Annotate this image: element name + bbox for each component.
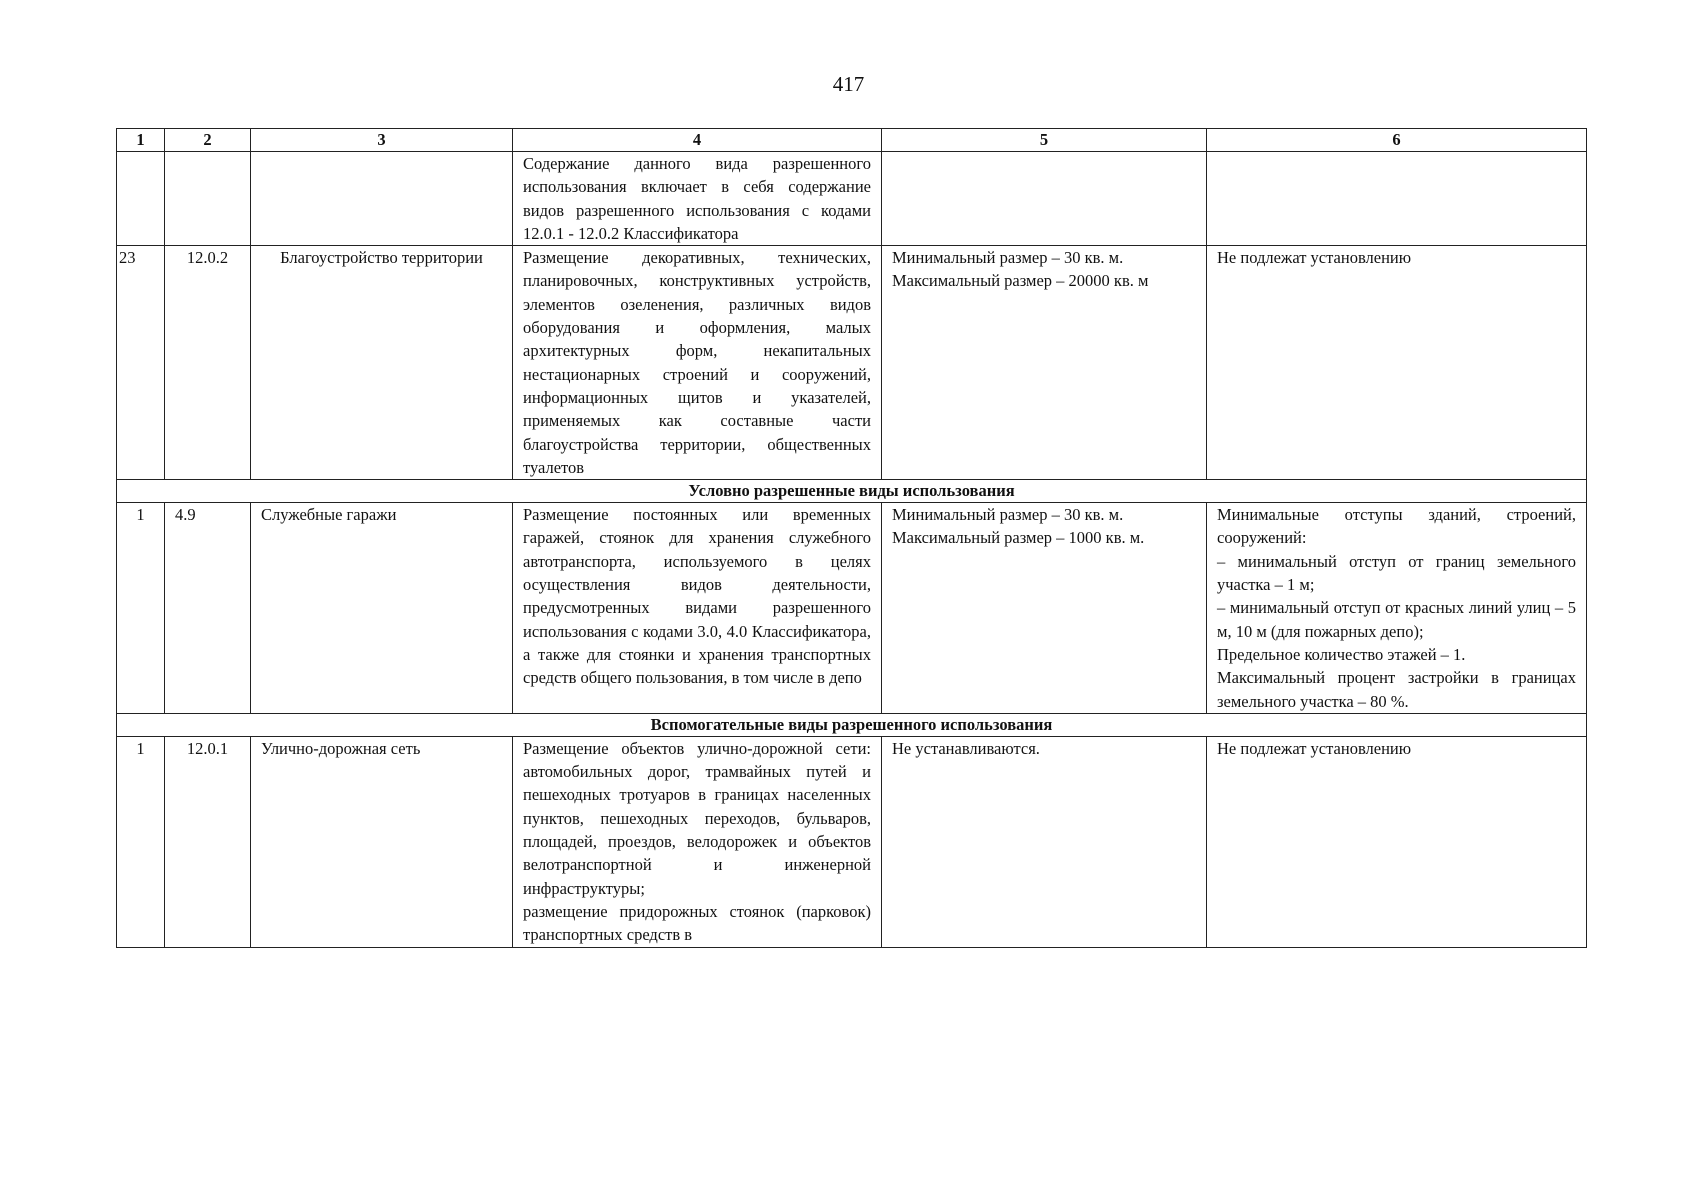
code-cell: 4.9: [165, 503, 251, 714]
max-size-text: Максимальный размер – 20000 кв. м: [892, 271, 1149, 291]
use-name-cell: Служебные гаражи: [251, 503, 513, 714]
restrictions-text: Максимальный процент застройки в границах земельного участка – 80 %.: [1217, 668, 1576, 711]
restrictions-cell: [1207, 736, 1587, 947]
land-use-regulations-table: [116, 128, 1587, 948]
min-size-text: Минимальный размер – 30 кв. м.: [892, 248, 1124, 268]
plot-size-cell: [882, 503, 1207, 714]
table-row: [117, 503, 1587, 714]
restrictions-text: – минимальный отступ от красных линий улиц – 5 м, 10 м (для пожарных депо);: [1217, 598, 1576, 641]
plot-size-cell: [882, 152, 1207, 246]
column-header-3: 3: [251, 129, 513, 152]
row-number-cell: 1: [117, 736, 165, 947]
restrictions-cell: [1207, 246, 1587, 480]
page-number: 417: [832, 72, 865, 96]
restrictions-text: Предельное количество этажей – 1.: [1217, 644, 1466, 664]
code-cell: 12.0.1: [165, 736, 251, 947]
restrictions-text: Не подлежат установлению: [1217, 738, 1412, 758]
description-cell: Размещение декоративных, технических, планировочных, конструктивных устройств, элементов озеленения, различных видов оборудования и оформления, малых архитектурных форм, некапитальных нестационарных строений и сооружений, информационных щитов и указателей, применяемых как составные части благоустройства территории, общественных туалетов: [513, 246, 882, 480]
row-number-cell: 1: [117, 503, 165, 714]
min-size-text: Минимальный размер – 30 кв. м.: [892, 505, 1124, 525]
use-name-cell: [251, 152, 513, 246]
plot-size-text: Не устанавливаются.: [892, 738, 1040, 758]
row-number-cell: 23: [117, 246, 165, 480]
table-row: [117, 152, 1587, 246]
section-title-conditional: Условно разрешенные виды использования: [117, 480, 1587, 503]
restrictions-cell: [1207, 152, 1587, 246]
column-header-1: 1: [117, 129, 165, 152]
plot-size-cell: [882, 246, 1207, 480]
plot-size-cell: [882, 736, 1207, 947]
description-text: Размещение объектов улично-дорожной сети: автомобильных дорог, трамвайных путей и пешеходных тротуаров в границах населенных пунктов, пешеходных переходов, бульваров, площадей, проездов, велодорожек и объектов велотранспортной и инженерной инфраструктуры;: [523, 738, 871, 898]
section-header-row: [117, 713, 1587, 736]
row-number-cell: [117, 152, 165, 246]
section-header-row: [117, 480, 1587, 503]
section-title-auxiliary: Вспомогательные виды разрешенного использования: [117, 713, 1587, 736]
max-size-text: Максимальный размер – 1000 кв. м.: [892, 528, 1145, 548]
use-name-cell: Благоустройство территории: [251, 246, 513, 480]
column-header-4: 4: [513, 129, 882, 152]
description-cell: Размещение постоянных или временных гаражей, стоянок для хранения служебного автотранспорта, используемого в целях осуществления видов деятельности, предусмотренных видами разрешенного использования с кодами 3.0, 4.0 Классификатора, а также для стоянки и хранения транспортных средств общего пользования, в том числе в депо: [513, 503, 882, 714]
restrictions-text: Минимальные отступы зданий, строений, сооружений:: [1217, 505, 1576, 548]
code-cell: [165, 152, 251, 246]
restrictions-text: – минимальный отступ от границ земельного участка – 1 м;: [1217, 551, 1576, 595]
table-row: [117, 736, 1587, 947]
code-cell: 12.0.2: [165, 246, 251, 480]
description-cell: Содержание данного вида разрешенного использования включает в себя содержание видов разрешенного использования с кодами 12.0.1 - 12.0.2 Классификатора: [513, 152, 882, 246]
column-header-5: 5: [882, 129, 1207, 152]
column-number-header-row: [117, 129, 1587, 152]
restrictions-cell: [1207, 503, 1587, 714]
description-text: размещение придорожных стоянок (парковок) транспортных средств в: [523, 901, 871, 945]
description-cell: [513, 736, 882, 947]
use-name-cell: Улично-дорожная сеть: [251, 736, 513, 947]
column-header-6: 6: [1207, 129, 1587, 152]
restrictions-text: Не подлежат установлению: [1217, 248, 1412, 268]
table-row: [117, 246, 1587, 480]
column-header-2: 2: [165, 129, 251, 152]
